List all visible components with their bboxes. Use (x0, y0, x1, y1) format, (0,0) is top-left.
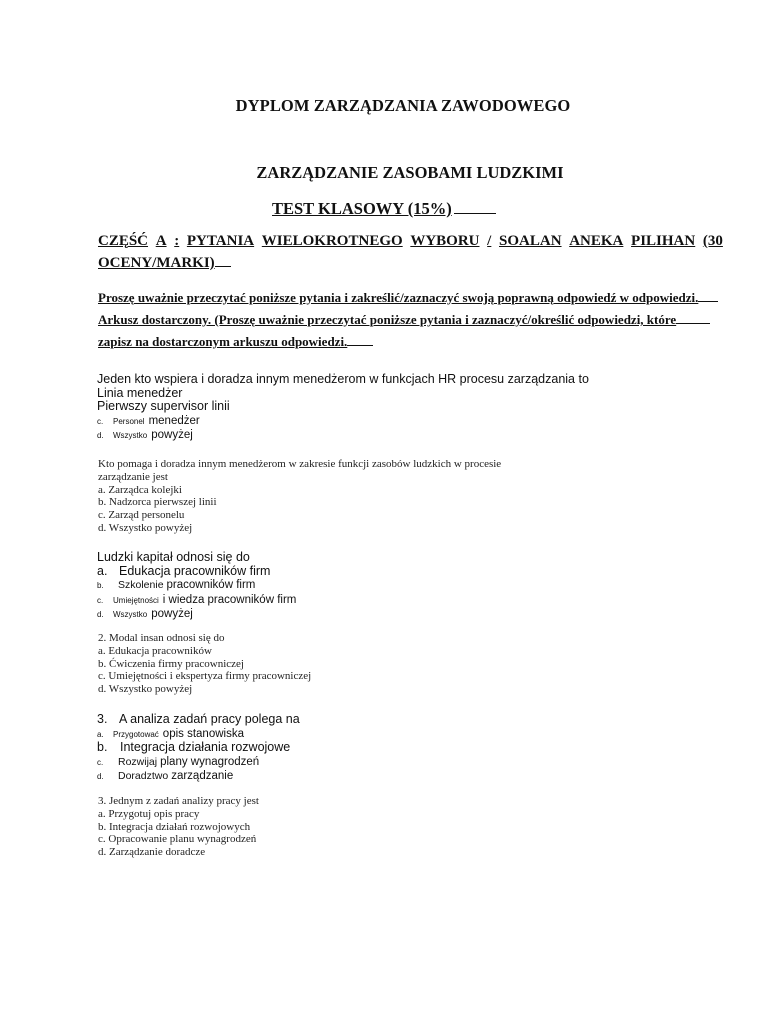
question-1-sans (97, 373, 589, 443)
option-b: b. Ćwiczenia firmy pracowniczej (98, 657, 244, 670)
option-label: a. (97, 563, 108, 578)
option-a: a. Zarządca kolejki (98, 483, 182, 496)
option-d: d. Wszystko powyżej (98, 683, 193, 696)
question-3-sans (97, 713, 300, 784)
option-text: zarządzanie (171, 770, 234, 782)
test-title-text: TEST KLASOWY (15%) (272, 199, 452, 218)
option-word-small: Przygotować (113, 729, 159, 739)
part-a-word: A (155, 233, 167, 249)
part-a-word: / (487, 233, 492, 249)
option-label: b. (97, 581, 104, 590)
option-label: c. (97, 757, 104, 767)
option-text: Integracja działania rozwojowe (120, 740, 291, 754)
instruction-line-2 (98, 311, 710, 328)
option-text: pracowników firm (166, 579, 256, 591)
option-text: powyżej (151, 429, 193, 441)
option-text: plany wynagrodzeń (160, 755, 260, 768)
option-text: Edukacja pracowników firm (119, 563, 271, 578)
option-word-small: Personel (113, 416, 145, 426)
part-a-underline (215, 252, 231, 267)
part-a-word: WYBORU (410, 233, 480, 249)
question-body: A analiza zadań pracy polega na (119, 712, 300, 726)
option-label: c. (97, 416, 104, 426)
option-d (97, 428, 589, 443)
option-b: b. Integracja działań rozwojowych (98, 820, 251, 833)
option-word-small: Doradztwo (118, 770, 169, 782)
document-subtitle: ZARZĄDZANIE ZASOBAMI LUDZKIMI (256, 163, 564, 182)
option-word-small: Umiejętności (113, 595, 159, 605)
option-label: d. (97, 772, 104, 781)
question-3-serif (98, 795, 259, 859)
instruction-underline-3 (347, 333, 373, 346)
option-b: Pierwszy supervisor linii (97, 399, 230, 413)
option-c: c. Umiejętności i ekspertyza firmy pracowniczej (98, 670, 312, 683)
option-b (97, 578, 296, 593)
question-text (97, 713, 300, 727)
option-b: b. Nadzorca pierwszej linii (98, 496, 217, 509)
instruction-text-2: Arkusz dostarczony. (Proszę uważnie przeczytać poniższe pytania i zaznaczyć/określić odpowiedzi, które (98, 312, 677, 327)
test-title-underline (454, 199, 496, 214)
option-c: c. Zarząd personelu (98, 509, 185, 522)
option-b (97, 741, 300, 755)
question-text: 2. Modal insan odnosi się do (98, 632, 225, 644)
option-label: c. (97, 595, 104, 605)
question-text: 3. Jednym z zadań analizy pracy jest (98, 795, 259, 807)
instruction-line-3 (98, 333, 373, 350)
part-a-word: (30 (702, 233, 723, 249)
part-a-marks: OCENY/MARKI) (98, 255, 215, 271)
option-c (97, 755, 300, 770)
instruction-text-1: Proszę uważnie przeczytać poniższe pytania i zakreślić/zaznaczyć swoją poprawną odpowiedź w odpowiedzi. (98, 290, 699, 305)
part-a-word: : (174, 233, 180, 249)
option-c (97, 593, 296, 608)
part-a-word: SOALAN (499, 233, 562, 249)
question-2-serif (98, 632, 311, 696)
option-a (97, 565, 296, 579)
option-c: c. Opracowanie planu wynagrodzeń (98, 833, 257, 846)
option-label: d. (97, 431, 104, 440)
option-c (97, 414, 589, 429)
option-text: opis stanowiska (162, 727, 244, 740)
part-a-heading (98, 230, 723, 274)
instruction-underline-1 (698, 289, 718, 302)
option-text: powyżej (151, 608, 193, 620)
question-number: 3. (97, 712, 108, 726)
option-word-small: Wszystko (113, 610, 148, 619)
option-label: d. (97, 610, 104, 619)
option-d (97, 607, 296, 622)
part-a-heading-line2 (98, 252, 723, 274)
option-d: d. Wszystko powyżej (98, 521, 193, 534)
option-a (97, 727, 300, 742)
part-a-word: CZĘŚĆ (98, 233, 149, 249)
option-word-small: Rozwijaj (118, 755, 158, 768)
question-1-serif (98, 458, 501, 535)
question-text-line1: Kto pomaga i doradza innym menedżerom w zakresie funkcji zasobów ludzkich w procesie (98, 458, 502, 470)
question-text: Jeden kto wspiera i doradza innym menedżerom w funkcjach HR procesu zarządzania to (97, 372, 589, 386)
part-a-word: WIELOKROTNEGO (261, 233, 403, 249)
question-text: Ludzki kapitał odnosi się do (97, 550, 250, 564)
option-d: d. Zarządzanie doradcze (98, 846, 206, 859)
test-title (272, 199, 496, 219)
part-a-word: ANEKA (569, 233, 624, 249)
instruction-text-3: zapisz na dostarczonym arkuszu odpowiedzi. (98, 334, 348, 349)
option-label: b. (97, 740, 108, 754)
part-a-word: PILIHAN (631, 233, 696, 249)
option-text: menedżer (148, 414, 200, 427)
option-word-small: Szkolenie (118, 579, 164, 591)
option-a: a. Edukacja pracowników (98, 644, 212, 657)
option-text: i wiedza pracowników firm (162, 593, 297, 606)
option-d (97, 769, 300, 784)
document-title: DYPLOM ZARZĄDZANIA ZAWODOWEGO (235, 96, 571, 115)
part-a-heading-line1 (98, 230, 723, 252)
question-text-line2: zarządzanie jest (98, 470, 168, 483)
instruction-underline-2 (676, 311, 710, 324)
option-a: a. Przygotuj opis pracy (98, 807, 200, 820)
option-label: a. (97, 729, 104, 739)
option-a: Linia menedżer (97, 385, 183, 400)
option-word-small: Wszystko (113, 431, 148, 440)
instruction-line-1 (98, 289, 718, 306)
question-2-sans (97, 551, 296, 622)
part-a-word: PYTANIA (186, 233, 255, 249)
